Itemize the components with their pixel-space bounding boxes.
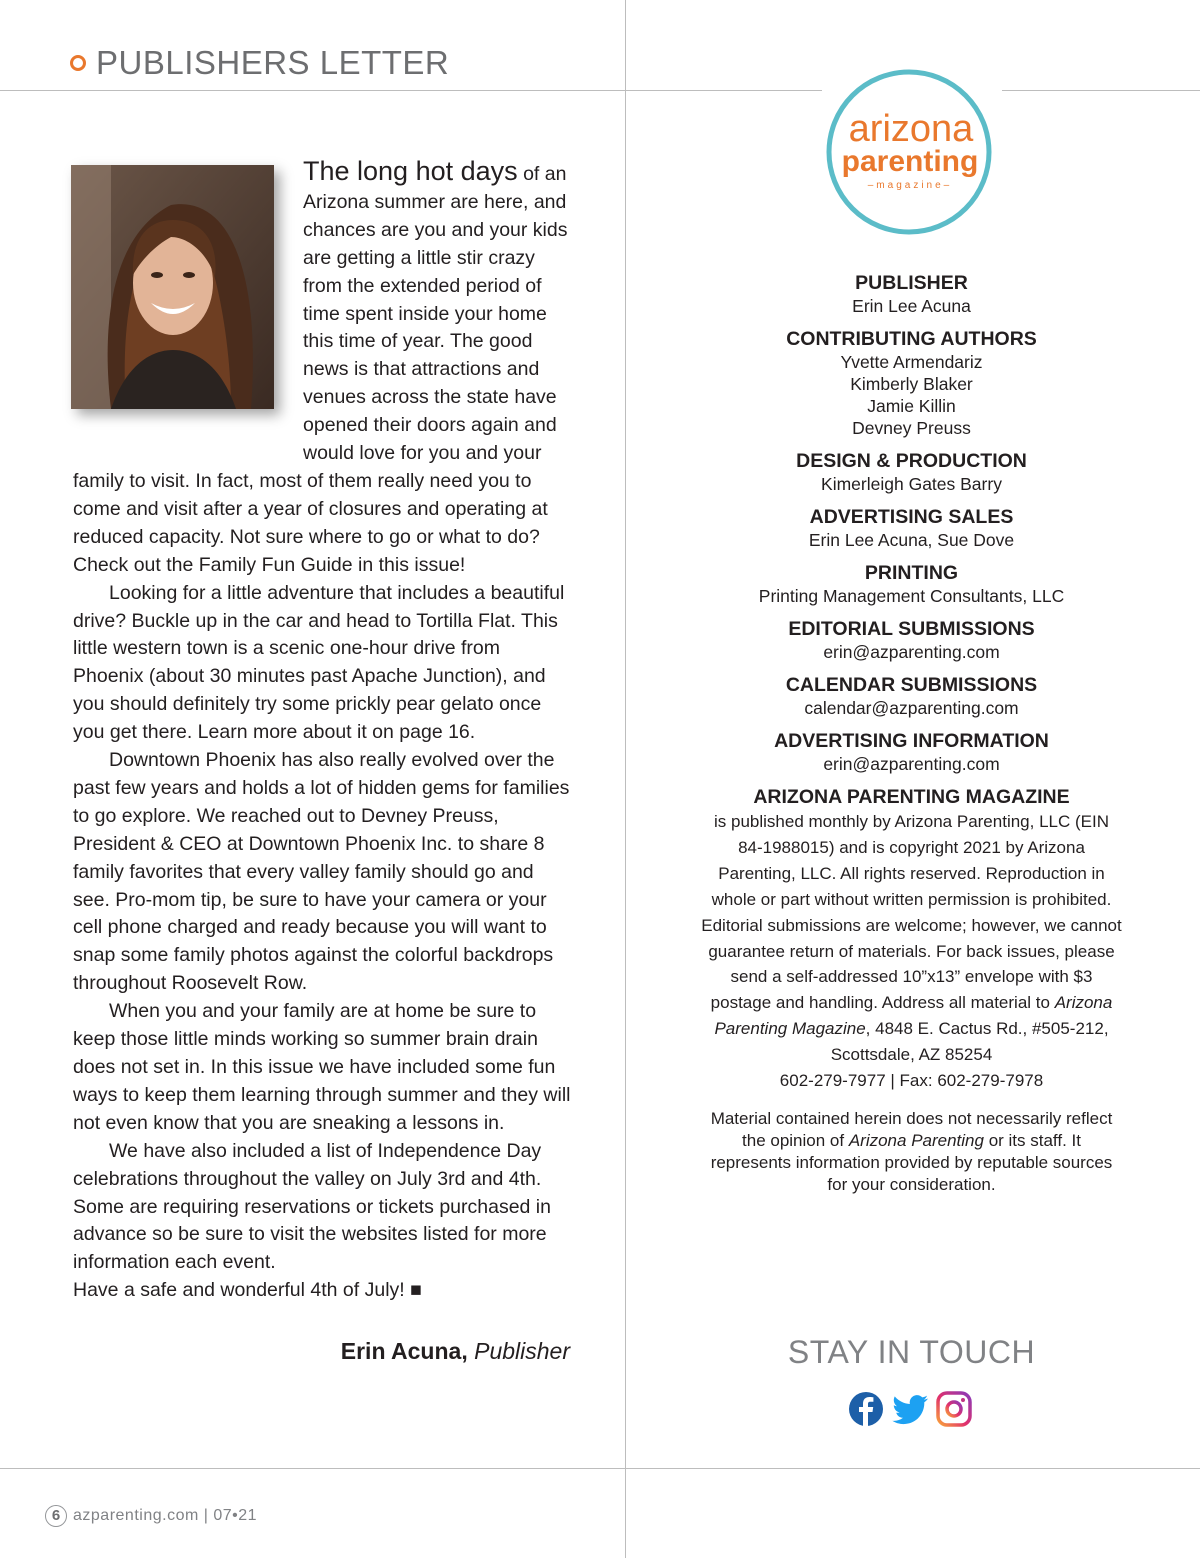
masthead	[700, 272, 1123, 1196]
letter-paragraph: We have also included a list of Independence Day celebrations throughout the valley on July 3rd and 4th. Some are requiring reservations or tickets purchased in advance so be sure to visit the websites listed for more information each event.	[73, 1139, 551, 1274]
logo-word-magazine: –magazine–	[867, 180, 953, 191]
footer-text: azparenting.com | 07•21	[73, 1507, 258, 1524]
column-divider	[625, 0, 626, 1558]
author-name: Kimberly Blaker	[850, 374, 973, 394]
author-name: Devney Preuss	[852, 418, 971, 438]
masthead-publisher: PUBLISHER Erin Lee Acuna	[852, 272, 971, 316]
masthead-ad-sales: ADVERTISING SALES Erin Lee Acuna, Sue Dove	[808, 506, 1015, 550]
masthead-calendar: CALENDAR SUBMISSIONS calendar@azparenting.com	[700, 674, 1123, 719]
masthead-ad-info: ADVERTISING INFORMATION erin@azparenting.com	[700, 730, 1123, 775]
letter-paragraph: When you and your family are at home be sure to keep those little minds working so summer brain drain does not set in. In this issue we have included some fun ways to keep them learning through summer and they will not even know that you are sneaking a lessons in.	[73, 1000, 571, 1134]
letter-paragraph: Looking for a little adventure that includes a beautiful drive? Buckle up in the car and head to Tortilla Flat. This little western town is a scenic one-hour drive from Phoenix (about 30 minutes past Apache Junction), and you should definitely try some prickly pear gelato once you get there. Learn more about it on page 16.	[73, 581, 565, 744]
letter-body	[73, 158, 573, 1305]
letter-paragraph: Downtown Phoenix has also really evolved over the past few years and holds a lot of hidden gems for families to go explore. We reached out to Devney Preuss, President & CEO at Downtown Phoenix Inc. to share 8 family favorites that every valley family should go and see. Pro-mom tip, be sure to have your camera or your cell phone charged and ready because you will want to snap some family photos against the colorful backdrops throughout Roosevelt Row.	[73, 749, 570, 995]
social-links	[848, 1391, 972, 1427]
header-rule-right	[1002, 90, 1200, 91]
signature-role: Publisher	[467, 1338, 570, 1364]
instagram-icon[interactable]	[936, 1391, 972, 1427]
magazine-logo	[824, 67, 994, 237]
header-rule-left	[0, 90, 822, 91]
phone-line: 602-279-7977 | Fax: 602-279-7978	[779, 1071, 1044, 1091]
page-number: 6	[45, 1505, 67, 1527]
editorial-email[interactable]: erin@azparenting.com	[823, 642, 1000, 662]
photo-spacer	[73, 158, 303, 444]
signature-name: Erin Acuna,	[340, 1338, 468, 1364]
twitter-icon[interactable]	[892, 1391, 928, 1427]
calendar-email[interactable]: calendar@azparenting.com	[804, 698, 1019, 718]
signature	[341, 1338, 570, 1365]
section-header	[70, 44, 449, 82]
masthead-printing: PRINTING Printing Management Consultants, LLC	[758, 562, 1065, 606]
bullet-icon	[70, 55, 86, 71]
disclaimer: Material contained herein does not necessarily reflect the opinion of Arizona Parenting or its staff. It represents information provided by reputable sources for your consideration.	[710, 1108, 1113, 1194]
masthead-authors: CONTRIBUTING AUTHORS Yvette Armendariz Kimberly Blaker Jamie Killin Devney Preuss	[700, 328, 1123, 439]
letter-closing: Have a safe and wonderful 4th of July! ■	[73, 1279, 422, 1302]
logo-word-arizona: arizona	[848, 108, 974, 150]
masthead-editorial: EDITORIAL SUBMISSIONS erin@azparenting.com	[700, 618, 1123, 663]
facebook-icon[interactable]	[848, 1391, 884, 1427]
section-title: PUBLISHERS LETTER	[96, 44, 450, 81]
footer-rule	[0, 1468, 1200, 1469]
stay-in-touch-title: STAY IN TOUCH	[787, 1334, 1036, 1370]
masthead-design: DESIGN & PRODUCTION Kimerleigh Gates Barry	[796, 450, 1027, 494]
author-name: Yvette Armendariz	[840, 352, 983, 372]
page-footer	[45, 1505, 257, 1527]
letter-paragraph: The long hot days of an Arizona summer are here, and chances are you and your kids are getting a little stir crazy from the extended period of time spent inside your home this time of year. The good news is that attractions and venues across the state have opened their doors again and would love for you and your family to visit. In fact, most of them really need you to come and visit after a year of closures and operating at reduced capacity. Not sure where to go or what to do? Check out the Family Fun Guide in this issue!	[73, 156, 568, 576]
masthead-magazine: ARIZONA PARENTING MAGAZINE is published monthly by Arizona Parenting, LLC (EIN 84-1988015) and is copyright 2021 by Arizona Parenting, LLC. All rights reserved. Reproduction in whole or part without written permission is prohibited. Editorial submissions are welcome; however, we cannot guarantee return of materials. For back issues, please send a self-addressed 10”x13” envelope with $3 postage and handling. Address all material to Arizona Parenting Magazine, 4848 E. Cactus Rd., #505-212, Scottsdale, AZ 85254 602-279-7977 | Fax: 602-279-7978	[700, 786, 1123, 1094]
ad-info-email[interactable]: erin@azparenting.com	[823, 754, 1000, 774]
author-name: Jamie Killin	[867, 396, 956, 416]
magazine-info: is published monthly by Arizona Parenting, LLC (EIN 84-1988015) and is copyright 2021 by Arizona Parenting, LLC. All rights reserved. Reproduction in whole or part without written permission is prohibited. Editorial submissions are welcome; however, we cannot guarantee return of materials. For back issues, please send a self-addressed 10”x13” envelope with $3 postage and handling. Address all material to Arizona Parenting Magazine, 4848 E. Cactus Rd., #505-212, Scottsdale, AZ 85254	[701, 812, 1122, 1065]
logo-word-parenting: parenting	[841, 145, 979, 178]
lead-in: The long hot days	[303, 156, 518, 186]
